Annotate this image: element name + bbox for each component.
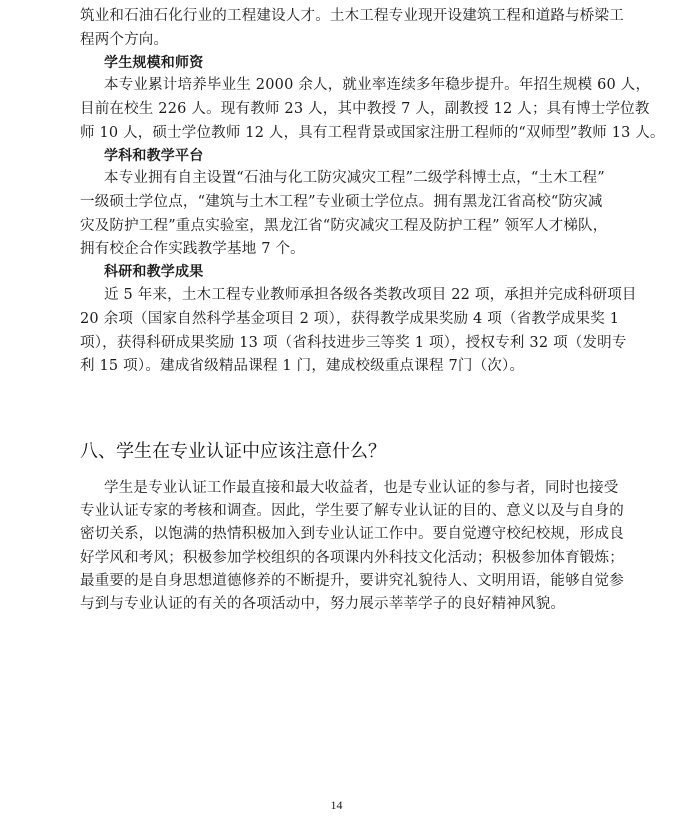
intro-line: 筑业和石油石化行业的工程建设人才。土木工程专业现开设建筑工程和道路与桥梁工	[80, 8, 624, 24]
section-title: 八、学生在专业认证中应该注意什么？	[80, 441, 386, 462]
research-line: 20 余项（国家自然科学基金项目 2 项），获得教学成果奖励 4 项（省教学成果奖 1	[80, 311, 620, 327]
section-line: 学生是专业认证工作最直接和最大收益者，也是专业认证的参与者，同时也接受	[104, 480, 619, 496]
platform-line: 本专业拥有自主设置“石油与化工防灾减灾工程”二级学科博士点，“土木工程”	[104, 170, 605, 186]
section-line: 最重要的是自身思想道德修养的不断提升，要讲究礼貌待人、文明用语，能够自觉参	[80, 573, 624, 589]
page-number: 14	[330, 798, 343, 812]
platform-heading: 学科和教学平台	[104, 148, 204, 164]
scale-heading: 学生规模和师资	[104, 55, 204, 71]
research-heading: 科研和教学成果	[104, 264, 204, 280]
platform-line: 一级硕士学位点，“建筑与土木工程”专业硕士学位点。拥有黑龙江省高校“防灾减	[80, 194, 603, 210]
research-line: 利 15 项）。建成省级精品课程 1 门，建成校级重点课程 7门（次）。	[80, 358, 525, 374]
scale-line: 本专业累计培养毕业生 2000 余人，就业率连续多年稳步提升。年招生规模 60 人，	[104, 77, 651, 93]
platform-line: 灾及防护工程”重点实验室，黑龙江省“防灾减灾工程及防护工程” 领军人才梯队，	[80, 218, 608, 234]
scale-line: 目前在校生 226 人。现有教师 23 人，其中教授 7 人，副教授 12 人；具有博士学位教	[80, 101, 650, 117]
intro-line: 程两个方向。	[80, 32, 169, 48]
platform-line: 拥有校企合作实践教学基地 7 个。	[80, 241, 305, 257]
research-line: 项），获得科研成果奖励 13 项（省科技进步三等奖 1 项），授权专利 32 项（发明专	[80, 335, 627, 351]
section-line: 与到与专业认证的有关的各项活动中，努力展示莘莘学子的良好精神风貌。	[80, 596, 566, 612]
section-line: 专业认证专家的考核和调查。因此，学生要了解专业认证的目的、意义以及与自身的	[80, 503, 624, 519]
scale-line: 师 10 人，硕士学位教师 12 人，具有工程背景或国家注册工程师的“双师型”教师 13 人。	[80, 125, 665, 141]
research-line: 近 5 年来，土木工程专业教师承担各级各类教改项目 22 项，承担并完成科研项目	[104, 287, 637, 303]
section-line: 好学风和考风；积极参加学校组织的各项课内外科技文化活动；积极参加体育锻炼；	[80, 550, 624, 566]
section-line: 密切关系，以饱满的热情积极加入到专业认证工作中。要自觉遵守校纪校规，形成良	[80, 526, 624, 542]
